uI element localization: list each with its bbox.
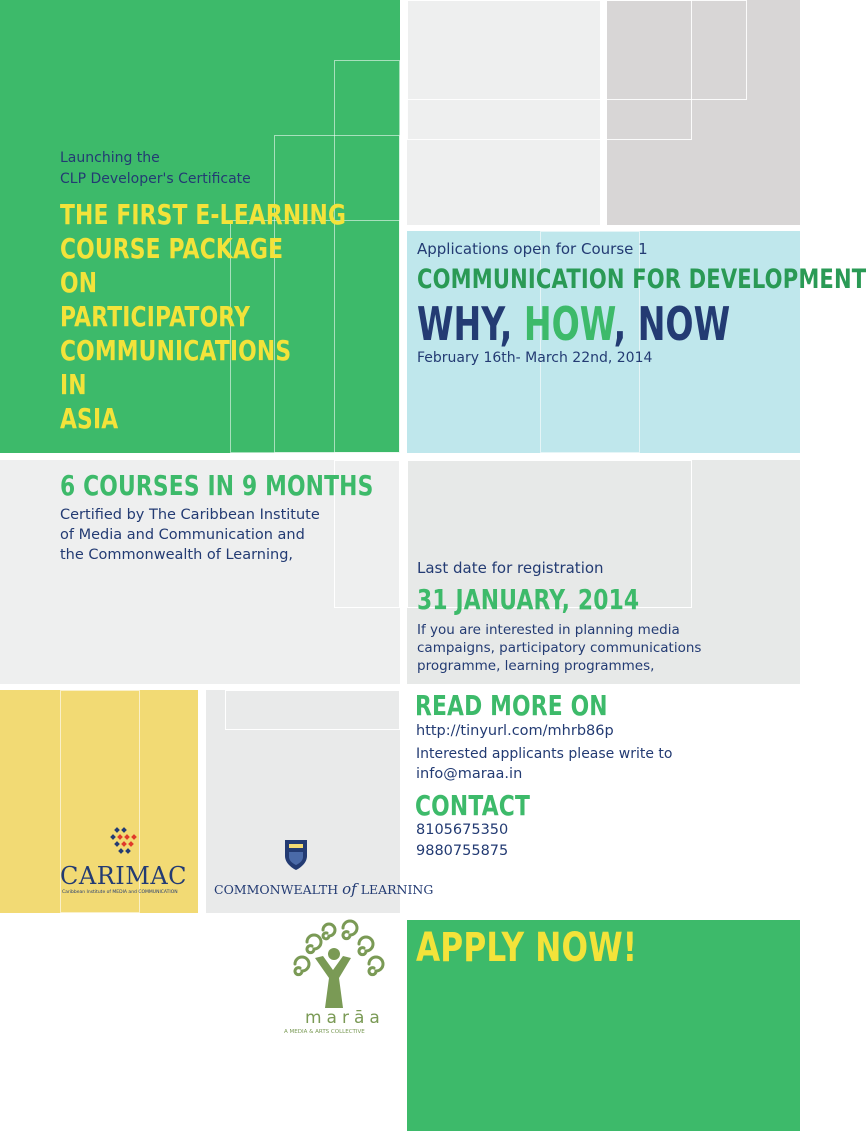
col-logo-part3: LEARNING: [360, 882, 434, 897]
hero-title-line-1: THE FIRST E-LEARNING: [60, 198, 347, 231]
course-why-how-now: [417, 298, 730, 350]
applicants-note: Interested applicants please write to: [416, 746, 673, 762]
col-shield-icon: [283, 838, 309, 872]
interest-line-3: programme, learning programmes,: [417, 658, 655, 674]
carimac-logo-subtext: Caribbean Institute of MEDIA and COMMUNICATION: [62, 890, 178, 895]
maraa-logo-text: marāa: [305, 1008, 385, 1028]
registration-date: 31 JANUARY, 2014: [417, 583, 640, 616]
col-logo-part2: of: [342, 880, 357, 898]
now-text: NOW: [637, 297, 731, 351]
read-more-heading: READ MORE ON: [415, 689, 608, 722]
interest-line-2: campaigns, participatory communications: [417, 640, 702, 656]
comma-text: ,: [613, 297, 627, 351]
interest-line-1: If you are interested in planning media: [417, 622, 680, 638]
apply-now-button[interactable]: APPLY NOW!: [416, 925, 638, 971]
decor-line: [225, 690, 400, 730]
cert-line-3: the Commonwealth of Learning,: [60, 547, 294, 563]
read-more-url[interactable]: http://tinyurl.com/mhrb86p: [416, 723, 614, 739]
carimac-logo-text: CARIMAC: [60, 862, 188, 890]
hero-title-line-2: COURSE PACKAGE: [60, 232, 284, 265]
hero-title-line-6: IN: [60, 368, 87, 401]
launch-line-1: Launching the: [60, 150, 160, 166]
hero-title-line-3: ON: [60, 266, 98, 299]
launch-line-2: CLP Developer's Certificate: [60, 171, 251, 187]
why-text: WHY: [417, 297, 500, 351]
contact-heading: CONTACT: [415, 789, 531, 822]
cert-line-2: of Media and Communication and: [60, 527, 305, 543]
how-text: HOW: [523, 297, 614, 351]
maraa-logo-subtext: A MEDIA & ARTS COLLECTIVE: [284, 1029, 365, 1035]
hero-title-line-5: COMMUNICATIONS: [60, 334, 292, 367]
col-logo-part1: COMMONWEALTH: [214, 882, 339, 897]
maraa-tree-icon: [285, 920, 385, 1010]
contact-phone-1[interactable]: 8105675350: [416, 822, 509, 838]
hero-title-line-7: ASIA: [60, 402, 119, 435]
program-headline: 6 COURSES IN 9 MONTHS: [60, 469, 374, 502]
contact-phone-2[interactable]: 9880755875: [416, 843, 509, 859]
comma-text: ,: [499, 297, 513, 351]
hero-title-line-4: PARTICIPATORY: [60, 300, 251, 333]
decor-line: [407, 0, 692, 140]
course-name: COMMUNICATION FOR DEVELOPMENT: [417, 264, 866, 295]
course-dates: February 16th- March 22nd, 2014: [417, 350, 653, 366]
col-logo-text: [214, 880, 433, 898]
contact-email[interactable]: info@maraa.in: [416, 766, 523, 782]
registration-label: Last date for registration: [417, 559, 604, 577]
course-intro: Applications open for Course 1: [417, 240, 648, 258]
cert-line-1: Certified by The Caribbean Institute: [60, 507, 320, 523]
carimac-diamond-icon: [106, 824, 138, 858]
